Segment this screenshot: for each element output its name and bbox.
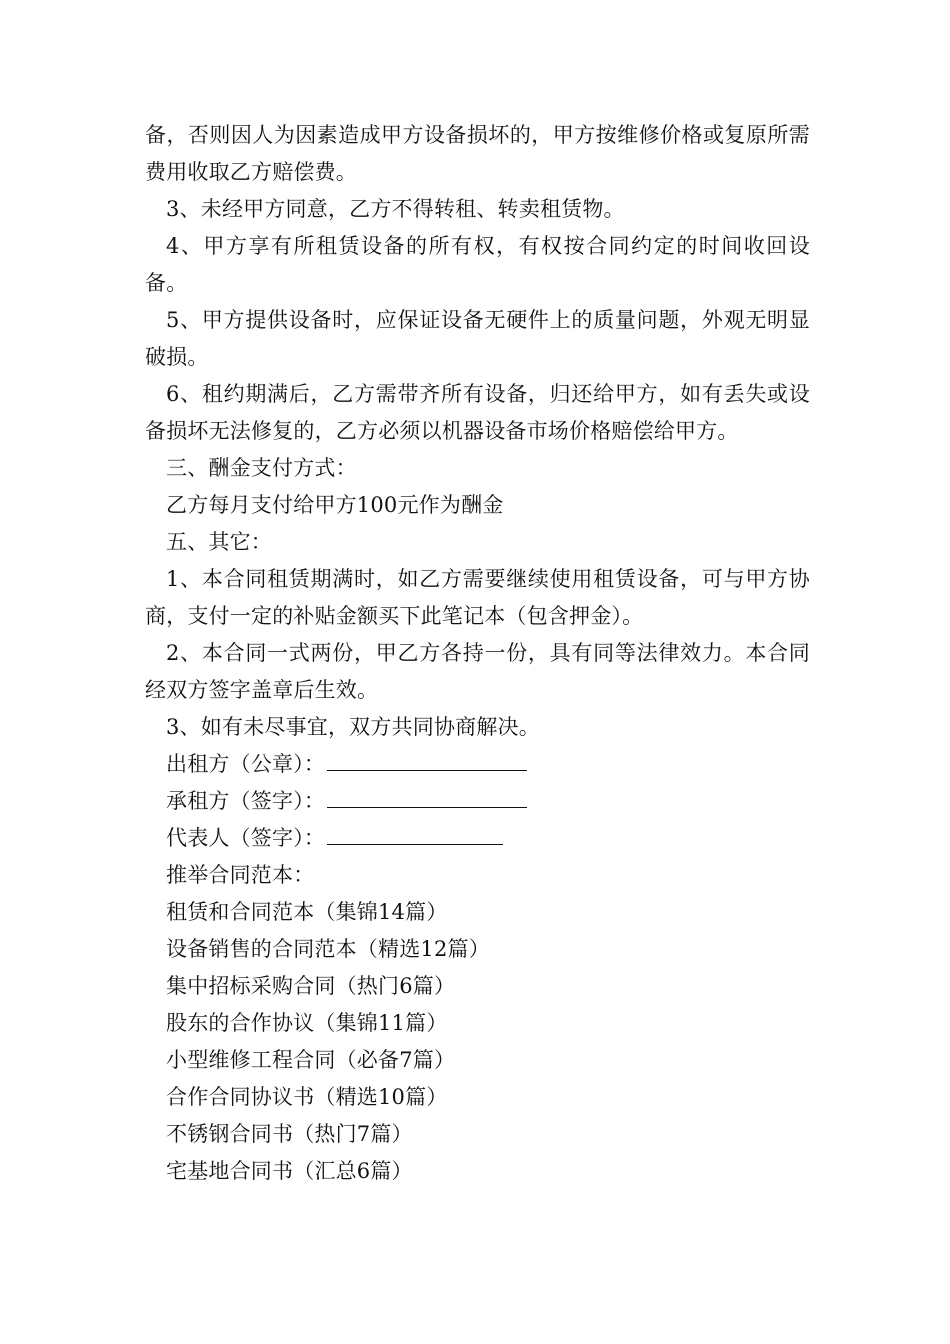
recommendation-link[interactable]: 租赁和合同范本（集锦14篇）: [166, 900, 448, 924]
signature-lessee-label: 承租方（签字）：: [166, 789, 326, 813]
recommendation-link[interactable]: 合作合同协议书（精选10篇）: [166, 1085, 448, 1109]
other-clause-2: 2、本合同一式两份，甲乙方各持一份，具有同等法律效力。本合同经双方签字盖章后生效。: [145, 641, 810, 702]
section-heading-other: 五、其它：: [166, 530, 272, 554]
signature-representative: [145, 820, 810, 857]
recommendation-link[interactable]: 不锈钢合同书（热门7篇）: [166, 1122, 413, 1146]
signature-lessee: [145, 783, 810, 820]
signature-lessor-blank: [327, 746, 527, 771]
recommendation-link[interactable]: 设备销售的合同范本（精选12篇）: [166, 937, 490, 961]
other-clause-3: 3、如有未尽事宜，双方共同协商解决。: [166, 715, 540, 739]
section-heading-payment: 三、酬金支付方式：: [166, 456, 357, 480]
payment-terms: 乙方每月支付给甲方100元作为酬金: [166, 493, 504, 517]
signature-lessee-blank: [327, 783, 527, 808]
recommend-heading: 推举合同范本：: [166, 863, 315, 887]
signature-lessor: [145, 746, 810, 783]
clause-5: 5、甲方提供设备时，应保证设备无硬件上的质量问题，外观无明显破损。: [145, 308, 810, 369]
paragraph-continuation: 备，否则因人为因素造成甲方设备损坏的，甲方按维修价格或复原所需费用收取乙方赔偿费。: [145, 123, 810, 184]
recommendation-link[interactable]: 小型维修工程合同（必备7篇）: [166, 1048, 456, 1072]
clause-6: 6、租约期满后，乙方需带齐所有设备，归还给甲方，如有丢失或设备损坏无法修复的，乙方必须以机器设备市场价格赔偿给甲方。: [145, 382, 810, 443]
recommendation-link[interactable]: 股东的合作协议（集锦11篇）: [166, 1011, 448, 1035]
clause-4: 4、甲方享有所租赁设备的所有权，有权按合同约定的时间收回设备。: [145, 234, 810, 295]
recommendation-link[interactable]: 宅基地合同书（汇总6篇）: [166, 1159, 413, 1183]
other-clause-1: 1、本合同租赁期满时，如乙方需要继续使用租赁设备，可与甲方协商，支付一定的补贴金额买下此笔记本（包含押金）。: [145, 567, 810, 628]
recommendation-link[interactable]: 集中招标采购合同（热门6篇）: [166, 974, 456, 998]
signature-representative-label: 代表人（签字）：: [166, 826, 326, 850]
signature-lessor-label: 出租方（公章）：: [166, 752, 326, 776]
signature-representative-blank: [327, 820, 503, 845]
document-body: [145, 117, 810, 1190]
clause-3: 3、未经甲方同意，乙方不得转租、转卖租赁物。: [166, 197, 625, 221]
